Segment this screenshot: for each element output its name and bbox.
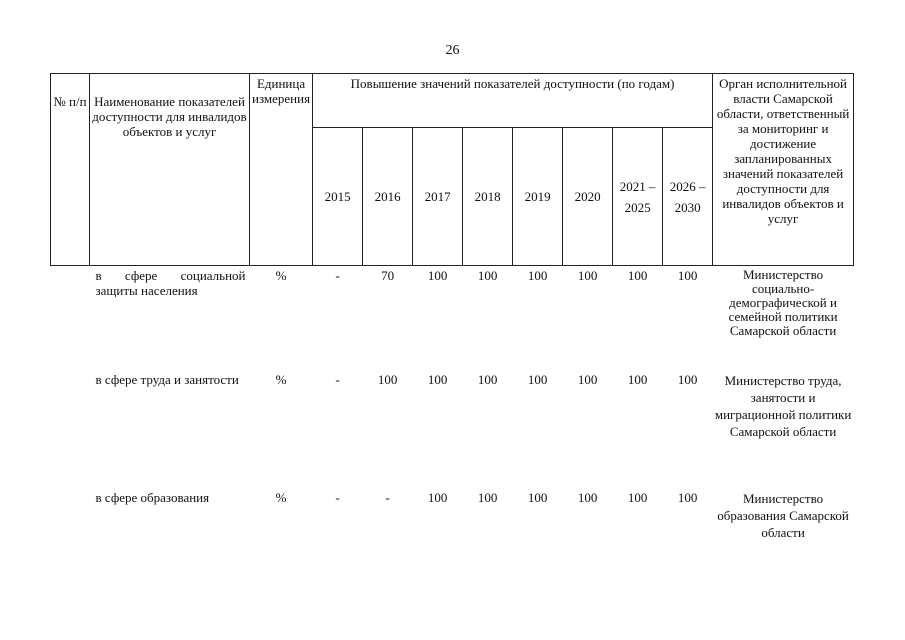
row-value: 100	[377, 371, 398, 387]
row-num	[51, 370, 90, 488]
header-year: 2015	[313, 128, 363, 266]
row-value: 100	[527, 489, 548, 505]
row-value: 100	[477, 268, 498, 283]
header-year: 2021 – 2025	[613, 128, 663, 266]
row-indicator-name: в сфере образования	[95, 489, 210, 505]
header-increase: Повышение значений показателей доступности (по годам)	[313, 74, 713, 128]
row-value: 100	[427, 268, 448, 283]
row-value: 100	[427, 371, 448, 387]
row-unit: %	[275, 268, 287, 283]
header-year: 2018	[463, 128, 513, 266]
row-value: 100	[527, 268, 548, 283]
row-value: 100	[477, 371, 498, 387]
row-value: -	[335, 489, 340, 505]
header-year: 2017	[413, 128, 463, 266]
row-agency: Министерство труда, занятости и миграционной политики Самарской области	[714, 372, 852, 439]
row-unit: %	[275, 371, 287, 387]
header-num: № п/п	[51, 74, 90, 266]
row-value: 100	[677, 371, 698, 387]
row-unit: %	[275, 489, 287, 505]
table-row	[51, 488, 854, 568]
row-indicator-name: в сфере социальной защиты населения	[95, 268, 246, 298]
header-year: 2026 – 2030	[663, 128, 713, 266]
row-value: 100	[577, 489, 598, 505]
accessibility-indicators-table	[50, 73, 854, 568]
row-value: 70	[381, 268, 395, 283]
header-year: 2020	[563, 128, 613, 266]
row-value: 100	[477, 489, 498, 505]
header-unit: Единица измерения	[250, 74, 313, 266]
header-indicator-name: Наименование показателей доступности для инвалидов объектов и услуг	[90, 74, 250, 266]
row-value: 100	[677, 489, 698, 505]
row-value: 100	[577, 268, 598, 283]
row-num	[51, 266, 90, 370]
row-value: 100	[627, 371, 648, 387]
header-year: 2016	[363, 128, 413, 266]
header-agency: Орган исполнительной власти Самарской области, ответственный за мониторинг и достижение запланированных значений показателей доступности для инвалидов объектов и услуг	[713, 74, 854, 266]
row-value: 100	[677, 268, 698, 283]
row-agency: Министерство социально-демографической и семейной политики Самарской области	[728, 267, 838, 338]
row-value: 100	[577, 371, 598, 387]
row-value: 100	[527, 371, 548, 387]
row-value: 100	[427, 489, 448, 505]
table-row	[51, 266, 854, 370]
page-number: 26	[445, 43, 460, 58]
row-agency: Министерство образования Самарской области	[717, 490, 849, 540]
row-indicator-name: в сфере труда и занятости	[95, 371, 239, 387]
row-value: -	[335, 371, 340, 387]
row-num	[51, 488, 90, 568]
table-row	[51, 370, 854, 488]
row-value: -	[385, 489, 390, 505]
row-value: 100	[627, 489, 648, 505]
header-year: 2019	[513, 128, 563, 266]
row-value: -	[335, 268, 340, 283]
row-value: 100	[627, 268, 648, 283]
